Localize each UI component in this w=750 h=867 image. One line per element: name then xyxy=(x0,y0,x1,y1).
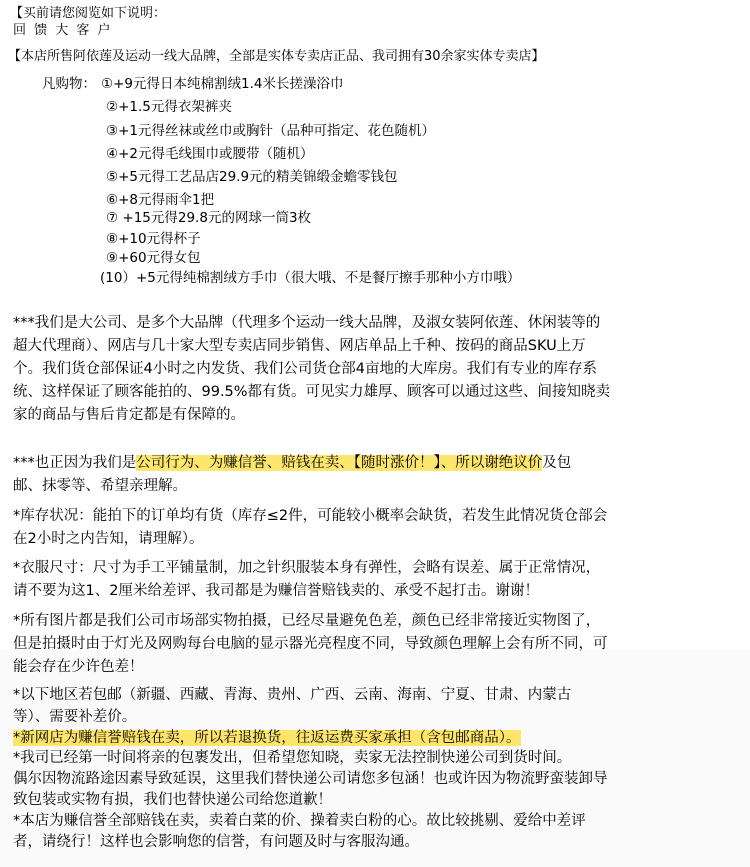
text-fragment: ***也正因为我们是 xyxy=(13,455,137,471)
text-line: 致包装或实物有损，我们也替快递公司给您道歉！ xyxy=(13,792,332,808)
text-line: *衣服尺寸：尺寸为手工平铺量制，加之针织服装本身有弹性，会略有误差、属于正常情况， xyxy=(13,560,601,576)
text-line: 邮、抹零等、希望亲理解。 xyxy=(13,478,187,494)
gift-item: ④+2元得毛线围巾或腰带（随机） xyxy=(106,146,314,162)
return-policy xyxy=(13,728,738,748)
gift-item: ③+1元得丝袜或丝巾或胸针（品种可指定、花色随机） xyxy=(106,123,436,139)
text-line: 者，请绕行！这样也会影响您的信誉，有问题及时与客服沟通。 xyxy=(13,834,419,850)
text-fragment: 及包 xyxy=(542,455,572,471)
gift-item: ⑦ +15元得29.8元的网球一筒3枚 xyxy=(106,210,312,226)
text-line: 请不要为这1、2厘米给差评、我司都是为赚信誉赔钱卖的、承受不起打击。谢谢！ xyxy=(13,583,539,599)
gift-prefix: 凡购物： xyxy=(42,76,96,92)
text-line: *以下地区若包邮（新疆、西藏、青海、贵州、广西、云南、海南、宁夏、甘肃、内蒙古 xyxy=(13,687,572,703)
text-line: *本店为赚信誉全部赔钱在卖，卖着白菜的价、操着卖白粉的心。故比较挑剔、爱给中差评 xyxy=(13,813,586,829)
highlighted-text: 公司行为、为赚信誉、赔钱在卖、【随时涨价！】、所以谢绝议价 xyxy=(136,455,543,471)
company-intro xyxy=(13,312,738,427)
store-statement: 【本店所售阿依莲及运动一线大品牌，全部是实体专卖店正品、我司拥有30余家实体专卖店】 xyxy=(8,49,545,64)
gift-item: ⑥+8元得雨伞1把 xyxy=(106,192,215,208)
shipping-regions xyxy=(13,684,738,728)
pricing-policy xyxy=(13,452,738,498)
gift-item: ⑨+60元得女包 xyxy=(106,250,201,266)
stock-status xyxy=(13,505,738,551)
highlighted-text: *新网店为赚信誉赔钱在卖，所以若退换货，往返运费买家承担（含包邮商品）。 xyxy=(13,730,521,746)
gift-item: (10）+5元得纯棉割绒方手巾（很大哦、不是餐厅擦手那种小方巾哦） xyxy=(100,270,521,286)
text-line: 超大代理商）、网店与几十家大型专卖店同步销售、网店单品上千种、按码的商品SKU上万 xyxy=(13,338,586,354)
gift-item: ⑧+10元得杯子 xyxy=(106,231,201,247)
text-line: 等）、需要补差价。 xyxy=(13,709,137,725)
gift-item: ①+9元得日本纯棉割绒1.4米长搓澡浴巾 xyxy=(101,76,344,92)
text-line: 在2小时之内告知，请理解）。 xyxy=(13,531,204,547)
notice-title: 【买前请您阅览如下说明： xyxy=(10,6,167,21)
size-notice xyxy=(13,557,738,603)
gift-item: ⑤+5元得工艺品店29.9元的精美锦缎金蟾零钱包 xyxy=(106,169,398,185)
feedback-heading: 回 馈 大 客 户 xyxy=(13,23,113,38)
text-line: *我司已经第一时间将亲的包裹发出，但希望您知晓，卖家无法控制快递公司到货时间。 xyxy=(13,750,572,766)
text-line: *所有图片都是我们公司市场部实物拍摄，已经尽量避免色差，颜色已经非常接近实物图了， xyxy=(13,613,601,629)
text-line: *库存状况：能拍下的订单均有货（库存≤2件，可能较小概率会缺货，若发生此情况货仓部会 xyxy=(13,508,608,524)
text-line: 统、这样保证了顾客能拍的、99.5%都有货。可见实力雄厚、顾客可以通过这些、间接知晓卖 xyxy=(13,384,611,400)
text-line: ***我们是大公司、是多个大品牌（代理多个运动一线大品牌，及淑女装阿依莲、休闲装等的 xyxy=(13,315,601,331)
text-line: 能会存在少许色差！ xyxy=(13,659,144,675)
text-line: 偶尔因物流路途因素导致延误，这里我们替快递公司请您多包涵！也或许因为物流野蛮装卸导 xyxy=(13,771,608,787)
delivery-notice xyxy=(13,748,738,853)
text-line: 但是拍摄时由于灯光及网购每台电脑的显示器光亮程度不同，导致颜色理解上会有所不同，可 xyxy=(13,636,608,652)
text-line: 家的商品与售后肯定都是有保障的。 xyxy=(13,407,245,423)
gift-item: ②+1.5元得衣架裤夹 xyxy=(106,99,232,115)
color-notice xyxy=(13,610,738,679)
text-line: 个。我们货仓部保证4小时之内发货、我们公司货仓部4亩地的大库房。我们有专业的库存系 xyxy=(13,361,597,377)
